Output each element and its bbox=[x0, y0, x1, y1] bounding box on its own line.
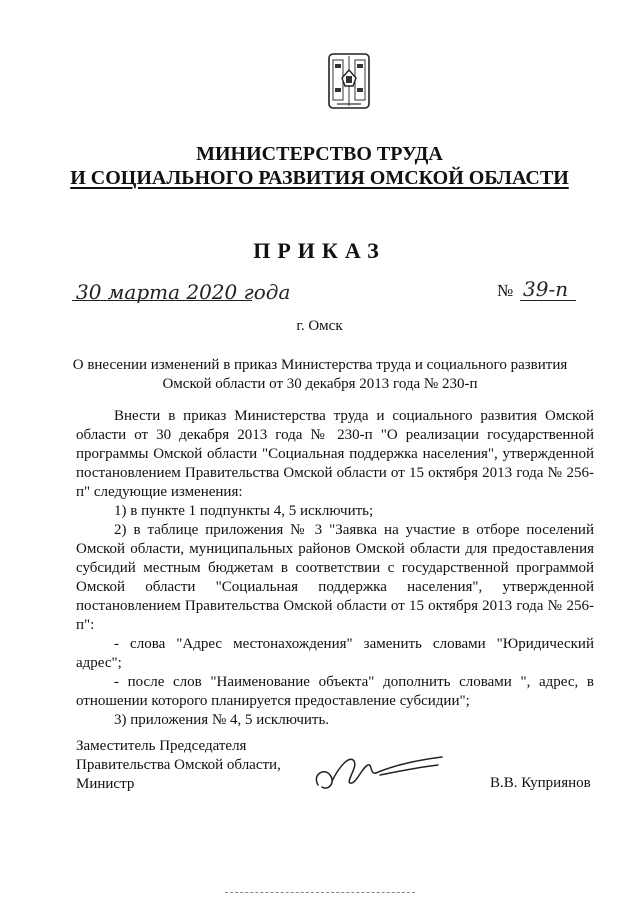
date-underline bbox=[72, 300, 252, 301]
body-item-3: 3) приложения № 4, 5 исключить. bbox=[114, 712, 330, 728]
order-number-label: № bbox=[497, 281, 514, 300]
footer-divider bbox=[225, 892, 415, 893]
ministry-title-line1: МИНИСТЕРСТВО ТРУДА bbox=[196, 143, 443, 165]
order-subject: О внесении изменений в приказ Министерства труда и социального развития Омской области от 30 декабря 2013 года № 230-п bbox=[72, 357, 568, 392]
number-underline bbox=[520, 300, 576, 301]
body-item-2a: - слова "Адрес местонахождения" заменить словами "Юридический адрес"; bbox=[76, 636, 594, 671]
signatory-line-1: Заместитель Председателя bbox=[76, 738, 247, 754]
city: г. Омск bbox=[296, 318, 343, 334]
order-date: 30 марта 2020 года bbox=[76, 280, 291, 304]
order-number: 39-п bbox=[523, 277, 569, 301]
handwritten-signature-icon bbox=[310, 745, 450, 797]
signatory-position bbox=[76, 737, 281, 794]
signatory-line-2: Правительства Омской области, bbox=[76, 757, 281, 773]
order-body bbox=[76, 407, 594, 730]
ministry-title-line2: И СОЦИАЛЬНОГО РАЗВИТИЯ ОМСКОЙ ОБЛАСТИ bbox=[70, 167, 569, 189]
body-intro: Внести в приказ Министерства труда и социального развития Омской области от 30 декабря 2013 года № 230-п "О реализации государственной программы Омской области "Социальная поддержка населения", утвержденной постановлением Правительства Омской области от 15 октября 2013 года № 256-п" следующие изменения: bbox=[76, 408, 594, 500]
body-item-2b: - после слов "Наименование объекта" дополнить словами ", адрес, в отношении которого планируется предоставление субсидии"; bbox=[76, 674, 594, 709]
body-item-2: 2) в таблице приложения № 3 "Заявка на участие в отборе поселений Омской области, муниципальных районов Омской области для предоставления субсидий местным бюджетам в соответствии с государственной программой Омской области "Социальная поддержка населения", утвержденной постановлением Правительства Омской области от 15 октября 2013 года № 256-п": bbox=[76, 522, 594, 633]
document-type-title: ПРИКАЗ bbox=[253, 238, 386, 263]
coat-of-arms-icon bbox=[327, 52, 371, 110]
signatory-name: В.В. Куприянов bbox=[490, 775, 591, 791]
body-item-1: 1) в пункте 1 подпункты 4, 5 исключить; bbox=[114, 503, 374, 519]
signatory-line-3: Министр bbox=[76, 776, 135, 792]
